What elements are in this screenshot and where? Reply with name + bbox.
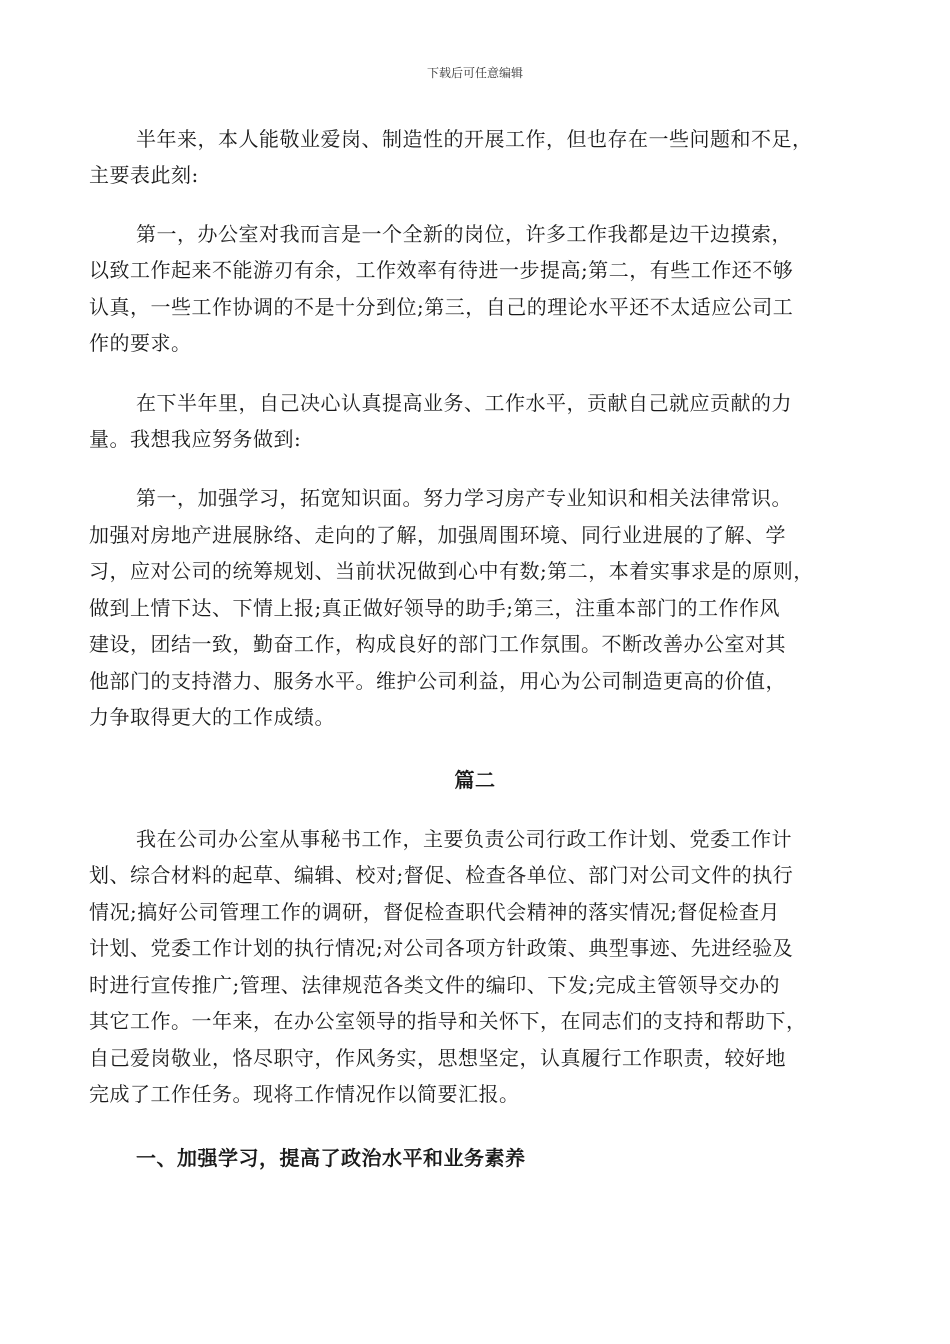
paragraph-5-line-2: 划、综合材料的起草、编辑、校对;督促、检查各单位、部门对公司文件的执行 — [89, 863, 794, 887]
paragraph-2-line-3: 认真，一些工作协调的不是十分到位;第三，自己的理论水平还不太适应公司工 — [89, 295, 794, 319]
paragraph-3-line-2: 量。我想我应努务做到: — [89, 427, 302, 451]
paragraph-4-line-7: 力争取得更大的工作成绩。 — [89, 705, 335, 729]
section-heading: 一、加强学习，提高了政治水平和业务素养 — [136, 1146, 526, 1170]
page-header: 下载后可任意编辑 — [426, 66, 523, 80]
section-title: 篇二 — [454, 768, 496, 792]
paragraph-5-line-4: 计划、党委工作计划的执行情况;对公司各项方针政策、典型事迹、先进经验及 — [89, 936, 794, 960]
paragraph-5-line-5: 时进行宣传推广;管理、法律规范各类文件的编印、下发;完成主管领导交办的 — [89, 973, 780, 997]
paragraph-4-line-1: 第一，加强学习，拓宽知识面。努力学习房产专业知识和相关法律常识。 — [136, 486, 792, 510]
paragraph-4-line-4: 做到上情下达、下情上报;真正做好领导的助手;第三，注重本部门的工作作风 — [89, 596, 780, 620]
paragraph-5-line-6: 其它工作。一年来，在办公室领导的指导和关怀下，在同志们的支持和帮助下， — [89, 1009, 807, 1033]
paragraph-1-line-2: 主要表此刻: — [89, 163, 199, 187]
paragraph-5-line-8: 完成了工作任务。现将工作情况作以简要汇报。 — [89, 1082, 520, 1106]
paragraph-5-line-7: 自己爱岗敬业，恪尽职守，作风务实，思想坚定，认真履行工作职责，较好地 — [89, 1046, 786, 1070]
paragraph-4-line-2: 加强对房地产进展脉络、走向的了解，加强周围环境、同行业进展的了解、学 — [89, 523, 786, 547]
paragraph-5-line-3: 情况;搞好公司管理工作的调研，督促检查职代会精神的落实情况;督促检查月 — [89, 900, 780, 924]
paragraph-3-line-1: 在下半年里，自己决心认真提高业务、工作水平，贡献自己就应贡献的力 — [136, 391, 792, 415]
paragraph-2-line-4: 作的要求。 — [89, 331, 192, 355]
paragraph-2-line-2: 以致工作起来不能游刃有余，工作效率有待进一步提高;第二，有些工作还不够 — [89, 258, 794, 282]
paragraph-2-line-1: 第一，办公室对我而言是一个全新的岗位，许多工作我都是边干边摸索， — [136, 222, 792, 246]
paragraph-5-line-1: 我在公司办公室从事秘书工作，主要负责公司行政工作计划、党委工作计 — [136, 827, 792, 851]
paragraph-4-line-5: 建设，团结一致，勤奋工作，构成良好的部门工作氛围。不断改善办公室对其 — [89, 632, 786, 656]
paragraph-1-line-1: 半年来，本人能敬业爱岗、制造性的开展工作，但也存在一些问题和不足， — [136, 127, 813, 151]
paragraph-4-line-6: 他部门的支持潜力、服务水平。维护公司利益，用心为公司制造更高的价值， — [89, 669, 786, 693]
paragraph-4-line-3: 习，应对公司的统筹规划、当前状况做到心中有数;第二，本着实事求是的原则， — [89, 559, 814, 583]
